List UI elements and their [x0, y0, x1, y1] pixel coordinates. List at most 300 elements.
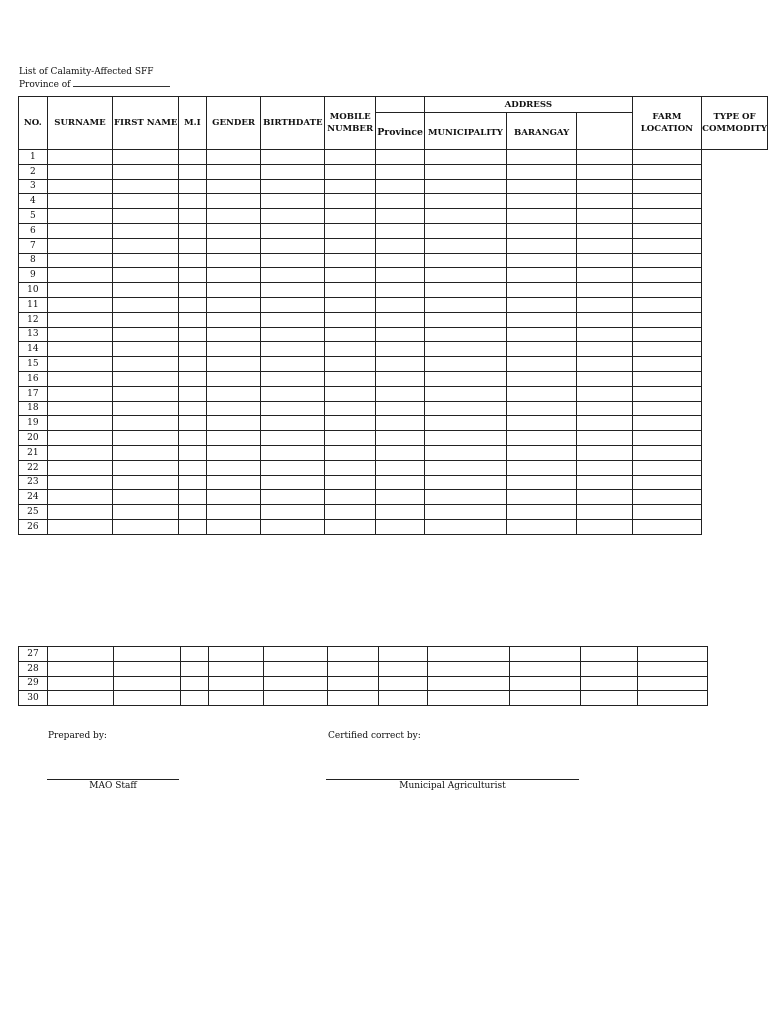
table-cell[interactable]: [179, 209, 207, 224]
table-cell[interactable]: [325, 475, 376, 490]
table-cell[interactable]: [328, 691, 379, 706]
table-cell[interactable]: [206, 297, 261, 312]
table-cell[interactable]: [506, 416, 577, 431]
table-cell[interactable]: [206, 164, 261, 179]
table-cell[interactable]: [206, 194, 261, 209]
table-cell[interactable]: [179, 194, 207, 209]
table-cell[interactable]: [179, 401, 207, 416]
table-cell[interactable]: [325, 194, 376, 209]
table-cell[interactable]: [206, 371, 261, 386]
table-cell[interactable]: [506, 312, 577, 327]
table-cell[interactable]: [376, 297, 425, 312]
table-cell[interactable]: [179, 416, 207, 431]
table-cell[interactable]: [325, 519, 376, 534]
certified-by-signature-line[interactable]: [326, 779, 579, 780]
table-cell[interactable]: [425, 386, 507, 401]
table-cell[interactable]: [506, 283, 577, 298]
table-cell[interactable]: [206, 342, 261, 357]
table-cell[interactable]: [425, 342, 507, 357]
table-cell[interactable]: [206, 357, 261, 372]
table-cell[interactable]: [179, 386, 207, 401]
table-cell[interactable]: [425, 416, 507, 431]
table-cell[interactable]: [577, 283, 632, 298]
table-cell[interactable]: [577, 223, 632, 238]
table-cell[interactable]: [510, 647, 581, 662]
table-cell[interactable]: [261, 312, 325, 327]
table-cell[interactable]: [264, 676, 328, 691]
table-cell[interactable]: [209, 676, 264, 691]
table-cell[interactable]: [425, 519, 507, 534]
table-cell[interactable]: [47, 253, 113, 268]
table-cell[interactable]: [325, 342, 376, 357]
table-cell[interactable]: [113, 268, 179, 283]
table-cell[interactable]: [113, 194, 179, 209]
table-cell[interactable]: [506, 475, 577, 490]
province-blank[interactable]: [73, 78, 170, 87]
table-cell[interactable]: [209, 647, 264, 662]
table-cell[interactable]: [510, 676, 581, 691]
table-cell[interactable]: [376, 223, 425, 238]
table-cell[interactable]: [179, 327, 207, 342]
table-cell[interactable]: [376, 194, 425, 209]
table-cell[interactable]: [376, 179, 425, 194]
table-cell[interactable]: [113, 253, 179, 268]
table-cell[interactable]: [425, 150, 507, 165]
table-cell[interactable]: [425, 401, 507, 416]
table-cell[interactable]: [376, 519, 425, 534]
table-cell[interactable]: [581, 691, 638, 706]
table-cell[interactable]: [325, 150, 376, 165]
table-cell[interactable]: [376, 386, 425, 401]
table-cell[interactable]: [632, 150, 702, 165]
table-cell[interactable]: [632, 386, 702, 401]
table-cell[interactable]: [47, 490, 113, 505]
table-cell[interactable]: [632, 253, 702, 268]
table-cell[interactable]: [179, 297, 207, 312]
table-cell[interactable]: [47, 519, 113, 534]
table-cell[interactable]: [206, 475, 261, 490]
table-cell[interactable]: [47, 194, 113, 209]
table-cell[interactable]: [425, 164, 507, 179]
table-cell[interactable]: [376, 401, 425, 416]
table-cell[interactable]: [632, 312, 702, 327]
table-cell[interactable]: [506, 164, 577, 179]
table-cell[interactable]: [638, 691, 708, 706]
table-cell[interactable]: [261, 253, 325, 268]
table-cell[interactable]: [179, 268, 207, 283]
table-cell[interactable]: [577, 431, 632, 446]
table-cell[interactable]: [261, 490, 325, 505]
table-cell[interactable]: [425, 253, 507, 268]
table-cell[interactable]: [113, 238, 179, 253]
table-cell[interactable]: [47, 401, 113, 416]
table-cell[interactable]: [261, 150, 325, 165]
table-cell[interactable]: [113, 401, 179, 416]
table-cell[interactable]: [506, 209, 577, 224]
table-cell[interactable]: [261, 283, 325, 298]
table-cell[interactable]: [376, 357, 425, 372]
table-cell[interactable]: [376, 238, 425, 253]
table-cell[interactable]: [261, 431, 325, 446]
table-cell[interactable]: [632, 371, 702, 386]
table-cell[interactable]: [325, 209, 376, 224]
table-cell[interactable]: [376, 416, 425, 431]
table-cell[interactable]: [113, 475, 179, 490]
table-cell[interactable]: [47, 416, 113, 431]
table-cell[interactable]: [206, 519, 261, 534]
table-cell[interactable]: [113, 460, 179, 475]
table-cell[interactable]: [379, 691, 428, 706]
table-cell[interactable]: [425, 431, 507, 446]
table-cell[interactable]: [179, 223, 207, 238]
table-cell[interactable]: [376, 342, 425, 357]
table-cell[interactable]: [114, 661, 181, 676]
table-cell[interactable]: [506, 194, 577, 209]
table-cell[interactable]: [179, 490, 207, 505]
table-cell[interactable]: [261, 401, 325, 416]
table-cell[interactable]: [506, 490, 577, 505]
table-cell[interactable]: [179, 253, 207, 268]
table-cell[interactable]: [379, 661, 428, 676]
table-cell[interactable]: [425, 179, 507, 194]
table-cell[interactable]: [206, 490, 261, 505]
table-cell[interactable]: [577, 445, 632, 460]
table-cell[interactable]: [181, 647, 209, 662]
table-cell[interactable]: [113, 312, 179, 327]
table-cell[interactable]: [325, 401, 376, 416]
table-cell[interactable]: [325, 371, 376, 386]
table-cell[interactable]: [113, 416, 179, 431]
table-cell[interactable]: [206, 238, 261, 253]
table-cell[interactable]: [47, 386, 113, 401]
table-cell[interactable]: [47, 327, 113, 342]
table-cell[interactable]: [376, 150, 425, 165]
table-cell[interactable]: [206, 386, 261, 401]
table-cell[interactable]: [632, 416, 702, 431]
table-cell[interactable]: [47, 475, 113, 490]
table-cell[interactable]: [638, 676, 708, 691]
table-cell[interactable]: [428, 691, 510, 706]
table-cell[interactable]: [376, 253, 425, 268]
table-cell[interactable]: [261, 164, 325, 179]
table-cell[interactable]: [328, 676, 379, 691]
table-cell[interactable]: [506, 327, 577, 342]
table-cell[interactable]: [113, 519, 179, 534]
table-cell[interactable]: [632, 490, 702, 505]
table-cell[interactable]: [206, 268, 261, 283]
table-cell[interactable]: [48, 676, 114, 691]
table-cell[interactable]: [179, 357, 207, 372]
table-cell[interactable]: [114, 691, 181, 706]
table-cell[interactable]: [425, 357, 507, 372]
table-cell[interactable]: [577, 342, 632, 357]
table-cell[interactable]: [506, 505, 577, 520]
table-cell[interactable]: [264, 691, 328, 706]
table-cell[interactable]: [325, 505, 376, 520]
table-cell[interactable]: [264, 661, 328, 676]
table-cell[interactable]: [113, 150, 179, 165]
table-cell[interactable]: [261, 268, 325, 283]
table-cell[interactable]: [179, 150, 207, 165]
table-cell[interactable]: [632, 401, 702, 416]
table-cell[interactable]: [632, 179, 702, 194]
table-cell[interactable]: [632, 164, 702, 179]
table-cell[interactable]: [325, 283, 376, 298]
table-cell[interactable]: [261, 505, 325, 520]
table-cell[interactable]: [206, 312, 261, 327]
table-cell[interactable]: [261, 416, 325, 431]
table-cell[interactable]: [113, 357, 179, 372]
table-cell[interactable]: [113, 431, 179, 446]
table-cell[interactable]: [325, 460, 376, 475]
table-cell[interactable]: [261, 209, 325, 224]
table-cell[interactable]: [376, 209, 425, 224]
table-cell[interactable]: [261, 223, 325, 238]
table-cell[interactable]: [47, 445, 113, 460]
table-cell[interactable]: [325, 386, 376, 401]
table-cell[interactable]: [577, 401, 632, 416]
table-cell[interactable]: [632, 431, 702, 446]
table-cell[interactable]: [577, 519, 632, 534]
table-cell[interactable]: [325, 431, 376, 446]
table-cell[interactable]: [113, 164, 179, 179]
table-cell[interactable]: [632, 194, 702, 209]
table-cell[interactable]: [113, 371, 179, 386]
table-cell[interactable]: [206, 209, 261, 224]
table-cell[interactable]: [632, 357, 702, 372]
table-cell[interactable]: [206, 445, 261, 460]
table-cell[interactable]: [47, 150, 113, 165]
table-cell[interactable]: [506, 431, 577, 446]
table-cell[interactable]: [181, 691, 209, 706]
table-cell[interactable]: [179, 445, 207, 460]
table-cell[interactable]: [506, 386, 577, 401]
table-cell[interactable]: [328, 647, 379, 662]
table-cell[interactable]: [577, 416, 632, 431]
table-cell[interactable]: [47, 268, 113, 283]
table-cell[interactable]: [428, 676, 510, 691]
table-cell[interactable]: [632, 445, 702, 460]
table-cell[interactable]: [113, 505, 179, 520]
table-cell[interactable]: [47, 460, 113, 475]
table-cell[interactable]: [581, 647, 638, 662]
prepared-by-signature-line[interactable]: [47, 779, 179, 780]
table-cell[interactable]: [48, 647, 114, 662]
table-cell[interactable]: [47, 223, 113, 238]
table-cell[interactable]: [328, 661, 379, 676]
table-cell[interactable]: [114, 676, 181, 691]
table-cell[interactable]: [506, 223, 577, 238]
table-cell[interactable]: [261, 519, 325, 534]
table-cell[interactable]: [47, 238, 113, 253]
table-cell[interactable]: [325, 164, 376, 179]
table-cell[interactable]: [179, 505, 207, 520]
table-cell[interactable]: [577, 194, 632, 209]
table-cell[interactable]: [325, 223, 376, 238]
table-cell[interactable]: [577, 268, 632, 283]
table-cell[interactable]: [425, 223, 507, 238]
table-cell[interactable]: [425, 209, 507, 224]
table-cell[interactable]: [325, 238, 376, 253]
table-cell[interactable]: [113, 445, 179, 460]
table-cell[interactable]: [179, 519, 207, 534]
table-cell[interactable]: [577, 164, 632, 179]
table-cell[interactable]: [47, 164, 113, 179]
table-cell[interactable]: [581, 676, 638, 691]
table-cell[interactable]: [632, 519, 702, 534]
table-cell[interactable]: [506, 238, 577, 253]
table-cell[interactable]: [577, 238, 632, 253]
table-cell[interactable]: [325, 416, 376, 431]
table-cell[interactable]: [325, 179, 376, 194]
table-cell[interactable]: [425, 238, 507, 253]
table-cell[interactable]: [632, 460, 702, 475]
table-cell[interactable]: [632, 268, 702, 283]
table-cell[interactable]: [261, 194, 325, 209]
table-cell[interactable]: [577, 490, 632, 505]
table-cell[interactable]: [261, 460, 325, 475]
table-cell[interactable]: [376, 505, 425, 520]
table-cell[interactable]: [379, 676, 428, 691]
table-cell[interactable]: [206, 223, 261, 238]
table-cell[interactable]: [428, 661, 510, 676]
table-cell[interactable]: [179, 475, 207, 490]
table-cell[interactable]: [425, 268, 507, 283]
table-cell[interactable]: [510, 661, 581, 676]
table-cell[interactable]: [47, 342, 113, 357]
table-cell[interactable]: [209, 691, 264, 706]
table-cell[interactable]: [632, 475, 702, 490]
table-cell[interactable]: [506, 268, 577, 283]
table-cell[interactable]: [425, 283, 507, 298]
table-cell[interactable]: [261, 371, 325, 386]
table-cell[interactable]: [261, 357, 325, 372]
table-cell[interactable]: [47, 312, 113, 327]
table-cell[interactable]: [179, 238, 207, 253]
table-cell[interactable]: [325, 327, 376, 342]
table-cell[interactable]: [506, 445, 577, 460]
table-cell[interactable]: [113, 342, 179, 357]
table-cell[interactable]: [379, 647, 428, 662]
table-cell[interactable]: [206, 179, 261, 194]
table-cell[interactable]: [325, 357, 376, 372]
table-cell[interactable]: [206, 253, 261, 268]
table-cell[interactable]: [47, 179, 113, 194]
table-cell[interactable]: [206, 327, 261, 342]
table-cell[interactable]: [113, 297, 179, 312]
table-cell[interactable]: [113, 327, 179, 342]
table-cell[interactable]: [376, 312, 425, 327]
table-cell[interactable]: [47, 209, 113, 224]
table-cell[interactable]: [48, 661, 114, 676]
table-cell[interactable]: [577, 150, 632, 165]
table-cell[interactable]: [48, 691, 114, 706]
table-cell[interactable]: [425, 371, 507, 386]
table-cell[interactable]: [632, 505, 702, 520]
table-cell[interactable]: [179, 283, 207, 298]
table-cell[interactable]: [577, 209, 632, 224]
table-cell[interactable]: [376, 371, 425, 386]
table-cell[interactable]: [506, 253, 577, 268]
table-cell[interactable]: [47, 431, 113, 446]
table-cell[interactable]: [577, 475, 632, 490]
table-cell[interactable]: [113, 223, 179, 238]
table-cell[interactable]: [581, 661, 638, 676]
table-cell[interactable]: [510, 691, 581, 706]
table-cell[interactable]: [325, 253, 376, 268]
table-cell[interactable]: [577, 357, 632, 372]
table-cell[interactable]: [376, 431, 425, 446]
table-cell[interactable]: [577, 312, 632, 327]
table-cell[interactable]: [47, 283, 113, 298]
table-cell[interactable]: [47, 505, 113, 520]
table-cell[interactable]: [181, 661, 209, 676]
table-cell[interactable]: [425, 297, 507, 312]
table-cell[interactable]: [261, 297, 325, 312]
table-cell[interactable]: [47, 371, 113, 386]
table-cell[interactable]: [261, 475, 325, 490]
table-cell[interactable]: [577, 386, 632, 401]
table-cell[interactable]: [376, 283, 425, 298]
table-cell[interactable]: [506, 401, 577, 416]
table-cell[interactable]: [577, 327, 632, 342]
table-cell[interactable]: [425, 460, 507, 475]
table-cell[interactable]: [376, 445, 425, 460]
table-cell[interactable]: [179, 342, 207, 357]
table-cell[interactable]: [425, 194, 507, 209]
table-cell[interactable]: [376, 327, 425, 342]
table-cell[interactable]: [261, 179, 325, 194]
table-cell[interactable]: [425, 490, 507, 505]
table-cell[interactable]: [206, 460, 261, 475]
table-cell[interactable]: [506, 519, 577, 534]
table-cell[interactable]: [179, 371, 207, 386]
table-cell[interactable]: [264, 647, 328, 662]
table-cell[interactable]: [577, 460, 632, 475]
table-cell[interactable]: [425, 505, 507, 520]
table-cell[interactable]: [261, 238, 325, 253]
table-cell[interactable]: [577, 179, 632, 194]
table-cell[interactable]: [114, 647, 181, 662]
table-cell[interactable]: [506, 150, 577, 165]
table-cell[interactable]: [506, 297, 577, 312]
table-cell[interactable]: [632, 238, 702, 253]
table-cell[interactable]: [261, 386, 325, 401]
table-cell[interactable]: [425, 445, 507, 460]
table-cell[interactable]: [425, 475, 507, 490]
table-cell[interactable]: [325, 268, 376, 283]
table-cell[interactable]: [206, 283, 261, 298]
table-cell[interactable]: [506, 357, 577, 372]
table-cell[interactable]: [506, 460, 577, 475]
table-cell[interactable]: [632, 209, 702, 224]
table-cell[interactable]: [325, 297, 376, 312]
table-cell[interactable]: [206, 505, 261, 520]
table-cell[interactable]: [638, 661, 708, 676]
table-cell[interactable]: [506, 371, 577, 386]
table-cell[interactable]: [577, 253, 632, 268]
table-cell[interactable]: [325, 312, 376, 327]
table-cell[interactable]: [638, 647, 708, 662]
table-cell[interactable]: [425, 327, 507, 342]
table-cell[interactable]: [632, 283, 702, 298]
table-cell[interactable]: [209, 661, 264, 676]
table-cell[interactable]: [325, 490, 376, 505]
table-cell[interactable]: [113, 490, 179, 505]
table-cell[interactable]: [376, 460, 425, 475]
table-cell[interactable]: [506, 179, 577, 194]
table-cell[interactable]: [206, 150, 261, 165]
